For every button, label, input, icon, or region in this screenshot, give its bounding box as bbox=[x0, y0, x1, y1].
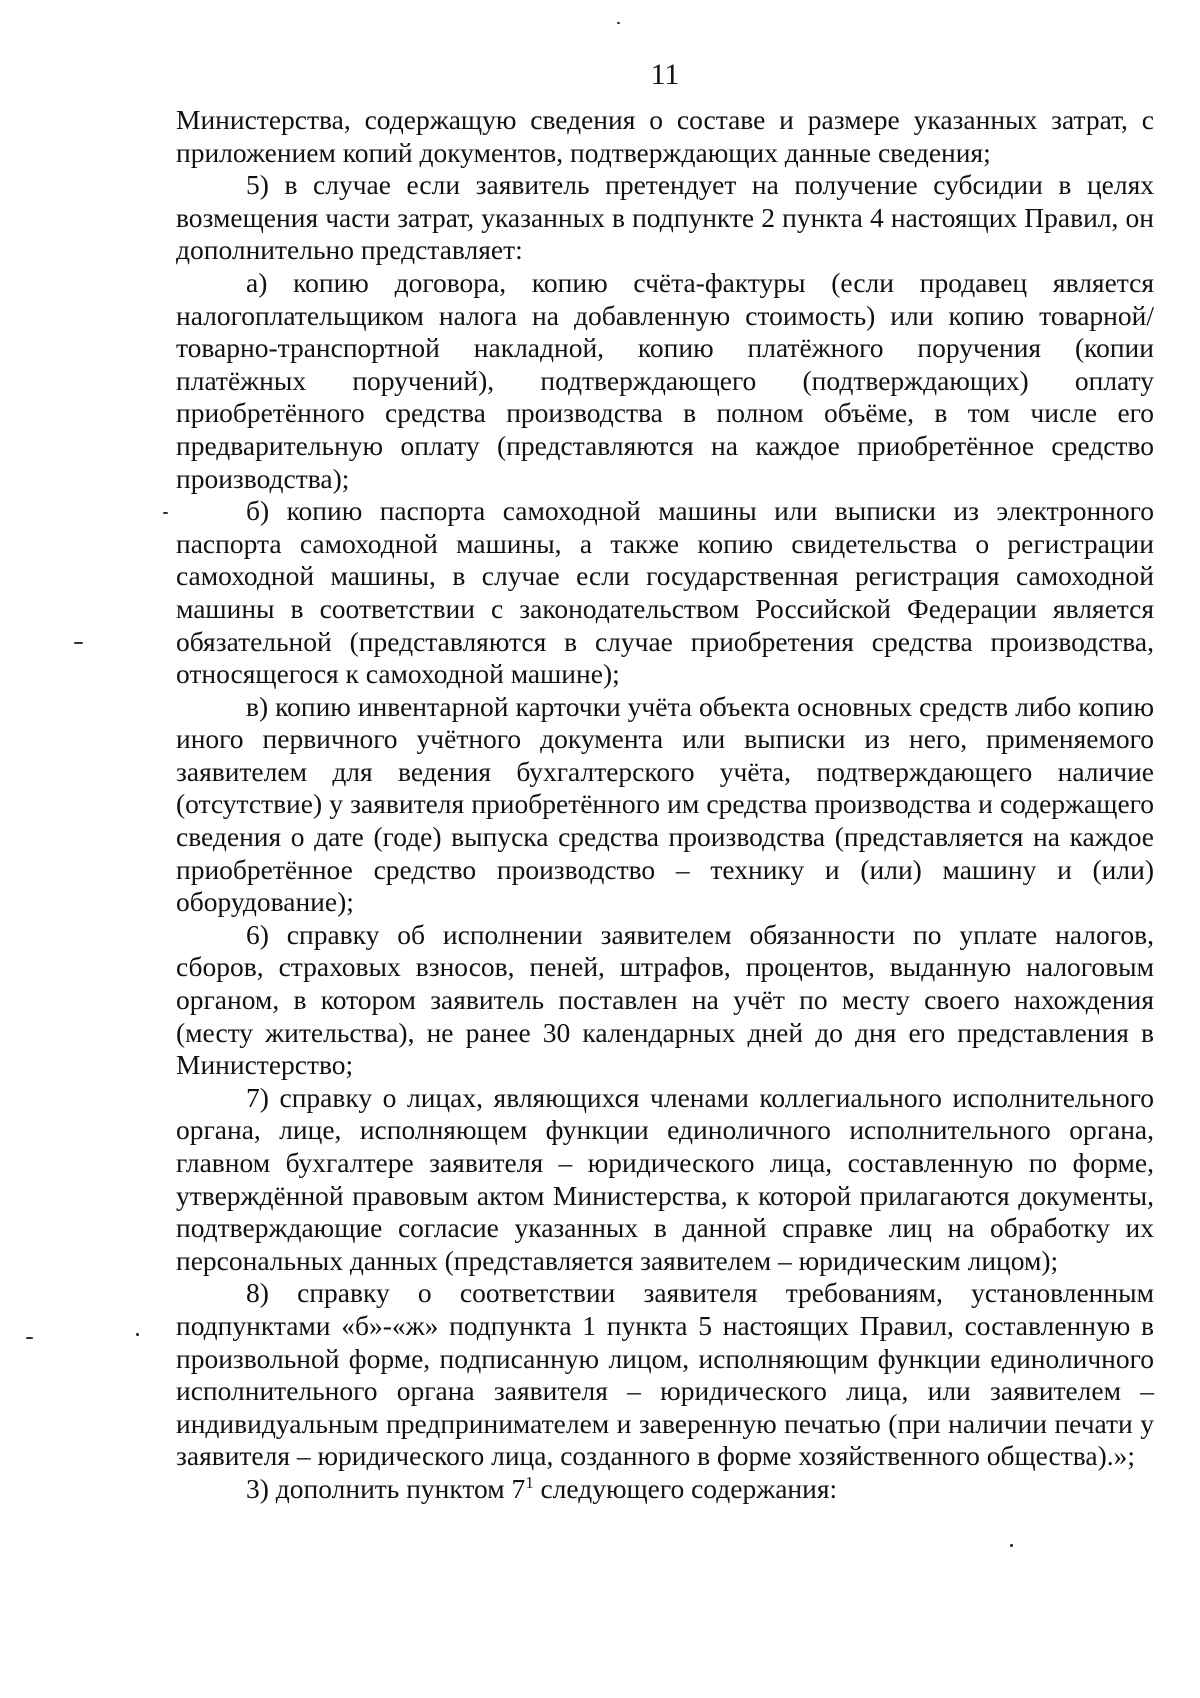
scan-speck bbox=[74, 642, 83, 644]
scan-speck bbox=[1010, 1544, 1013, 1547]
paragraph-subitem-v: в) копию инвентарной карточки учёта объекта основных средств либо копию иного первичного учётного документа или выписки из него, применяемого заявителем для ведения бухгалтерского учёта, подтверждающего наличие (отсутствие) у заявителя приобретённого им средства производства и содержащего сведения о дате (годе) выпуска средства производства (представляется на каждое приобретённое средство производство – технику и (или) машину и (или) оборудование); bbox=[176, 690, 1154, 918]
paragraph-continuation: Министерства, содержащую сведения о составе и размере указанных затрат, с приложением копий документов, подтверждающих данные сведения; bbox=[176, 104, 1154, 168]
paragraph-subitem-b: б) копию паспорта самоходной машины или выписки из электронного паспорта самоходной машины, а также копию свидетельства о регистрации самоходной машины, в случае если государственная регистрация самоходной машины в соответствии с законодательством Российской Федерации является обязательной (представляются в случае приобретения средства производства, относящегося к самоходной машине); bbox=[176, 495, 1154, 690]
scan-speck bbox=[136, 1333, 139, 1336]
page-number: 11 bbox=[650, 58, 680, 91]
paragraph-item-7: 7) справку о лицах, являющихся членами коллегиального исполнительного органа, лице, исполняющем функции единоличного исполнительного органа, главном бухгалтере заявителя – юридического лица, составленную по форме, утверждённой правовым актом Министерства, к которой прилагаются документы, подтверждающие согласие указанных в данной справке лиц на обработку их персональных данных (представляется заявителем – юридическим лицом); bbox=[176, 1081, 1154, 1276]
amendment-text-before: 3) дополнить пунктом 7 bbox=[246, 1472, 526, 1504]
scan-speck bbox=[617, 22, 620, 24]
document-body bbox=[176, 104, 1154, 1506]
paragraph-item-5: 5) в случае если заявитель претендует на получение субсидии в целях возмещения части затрат, указанных в подпункте 2 пункта 4 настоящих Правил, он дополнительно представляет: bbox=[176, 169, 1154, 266]
paragraph-item-3-amendment bbox=[176, 1473, 1154, 1506]
amendment-superscript: 1 bbox=[525, 1472, 534, 1492]
amendment-text-after: следующего содержания: bbox=[533, 1472, 838, 1504]
paragraph-item-6: 6) справку об исполнении заявителем обязанности по уплате налогов, сборов, страховых взносов, пеней, штрафов, процентов, выданную налоговым органом, в котором заявитель поставлен на учёт по месту своего нахождения (месту жительства), не ранее 30 календарных дней до дня его представления в Министерство; bbox=[176, 918, 1154, 1081]
scan-speck bbox=[163, 512, 168, 514]
paragraph-subitem-a: а) копию договора, копию счёта-фактуры (если продавец является налогоплательщиком налога на добавленную стоимость) или копию товарной/товарно-транспортной накладной, копию платёжного поручения (копии платёжных поручений), подтверждающего (подтверждающих) оплату приобретённого средства производства в полном объёме, в том числе его предварительную оплату (представляются на каждое приобретённое средство производства); bbox=[176, 266, 1154, 494]
paragraph-item-8: 8) справку о соответствии заявителя требованиям, установленным подпунктами «б»-«ж» подпункта 1 пункта 5 настоящих Правил, составленную в произвольной форме, подписанную лицом, исполняющим функции единоличного исполнительного органа заявителя – юридического лица, или заявителем – индивидуальным предпринимателем и заверенную печатью (при наличии печати у заявителя – юридического лица, созданного в форме хозяйственного общества).»; bbox=[176, 1277, 1154, 1472]
scan-speck bbox=[26, 1337, 33, 1339]
